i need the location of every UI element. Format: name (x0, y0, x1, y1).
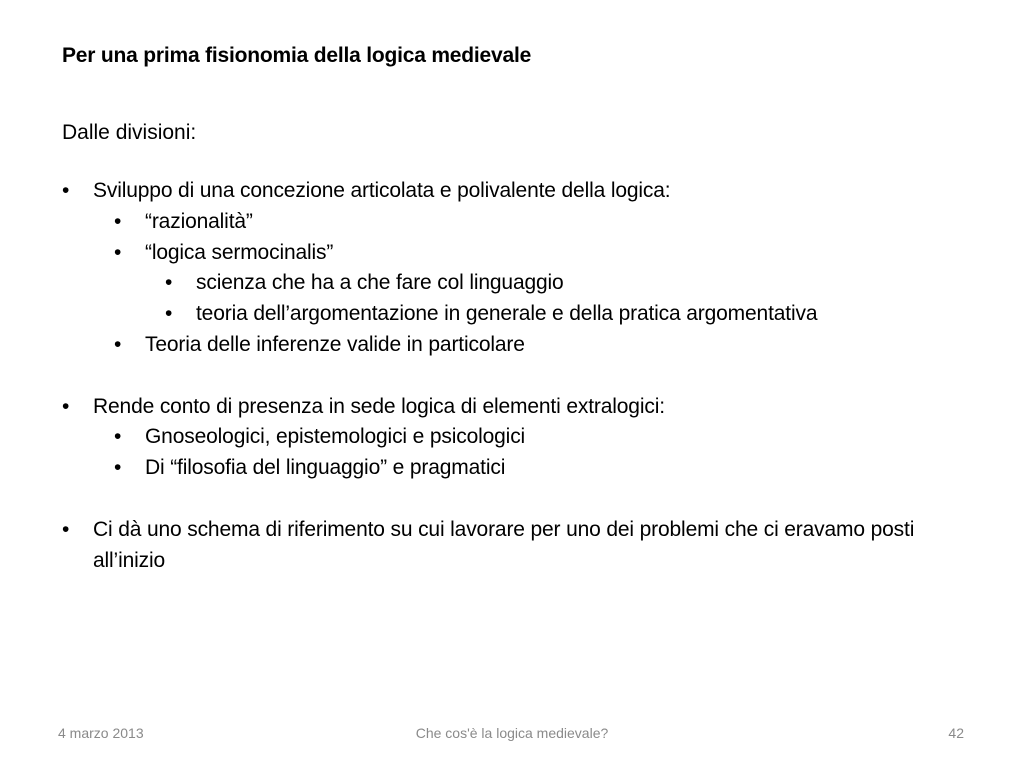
bullet-marker: • (62, 394, 70, 418)
bullet-marker: • (62, 179, 70, 202)
footer-title: Che cos'è la logica medievale? (415, 725, 609, 741)
list-item (0, 515, 1024, 577)
list-item-text: Teoria delle inferenze valide in particolare (145, 332, 525, 356)
slide-number: 42 (948, 725, 964, 741)
list-item (0, 453, 1024, 484)
list-item (0, 268, 1024, 299)
intro-text: Dalle divisioni: (62, 121, 197, 144)
list-item-text: “logica sermocinalis” (145, 240, 334, 264)
slide-title: Per una prima fisionomia della logica medievale (62, 44, 532, 67)
list-item (0, 207, 1024, 238)
list-item-text: “razionalità” (145, 209, 253, 233)
bullet-marker: • (114, 240, 122, 264)
bullet-marker: • (114, 332, 122, 356)
bullet-marker: • (114, 456, 122, 480)
list-item (0, 176, 1024, 207)
list-item-text: Di “filosofia del linguaggio” e pragmatici (145, 456, 506, 480)
list-item (0, 422, 1024, 453)
list-item-text: Rende conto di presenza in sede logica di elementi extralogici: (93, 394, 665, 418)
list-item-text: Sviluppo di una concezione articolata e polivalente della logica: (93, 179, 671, 202)
list-item-text: Gnoseologici, epistemologici e psicologici (145, 425, 526, 449)
list-item-text: teoria dell’argomentazione in generale e della pratica argomentativa (196, 302, 818, 326)
footer-date: 4 marzo 2013 (58, 725, 144, 741)
list-item (0, 299, 1024, 330)
list-item-text: Ci dà uno schema di riferimento su cui lavorare per uno dei problemi che ci eravamo posti all’inizio (93, 517, 915, 572)
bullet-marker: • (62, 517, 70, 541)
bullet-marker: • (114, 425, 122, 449)
bullet-marker: • (165, 271, 173, 295)
list-item (0, 330, 1024, 361)
list-item (0, 392, 1024, 423)
list-item-text: scienza che ha a che fare col linguaggio (196, 271, 564, 295)
bullet-list (0, 176, 1024, 576)
bullet-marker: • (114, 209, 122, 233)
list-spacer (0, 361, 1024, 392)
list-item (0, 238, 1024, 269)
list-spacer (0, 484, 1024, 515)
bullet-marker: • (165, 302, 173, 326)
